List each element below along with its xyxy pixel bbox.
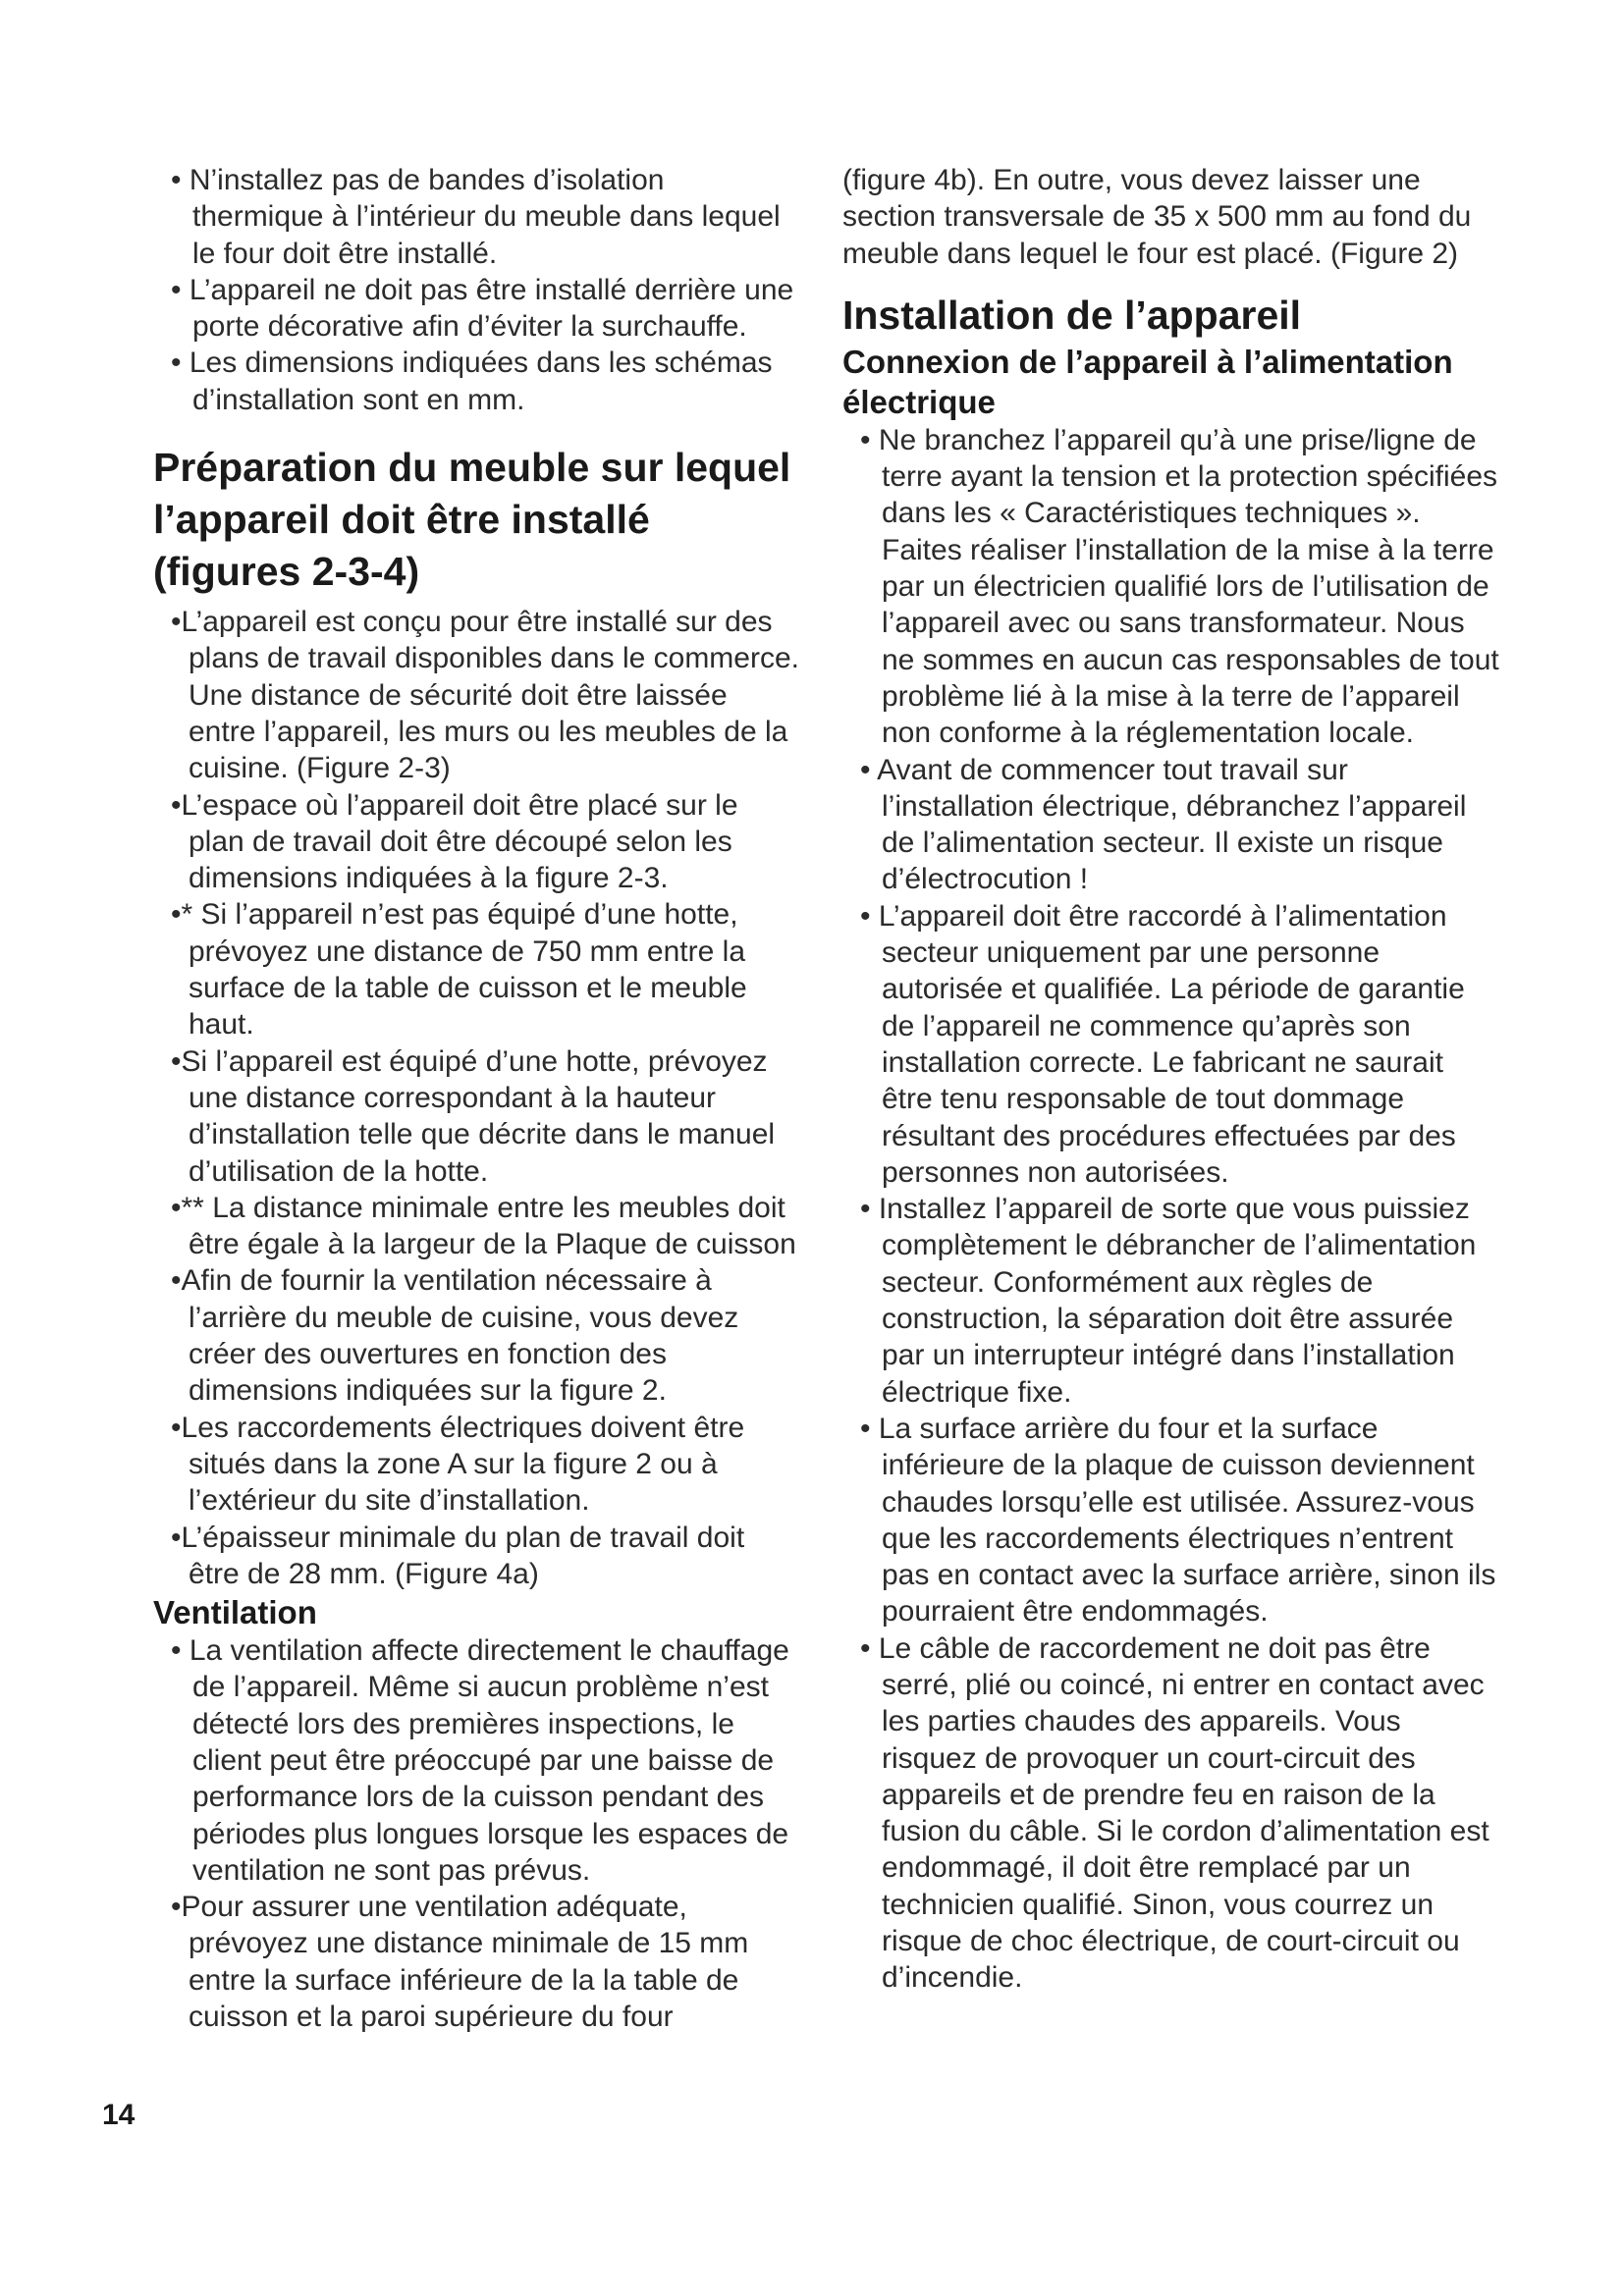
- intro-bullet: • Les dimensions indiquées dans les schémas d’installation sont en mm.: [171, 347, 773, 416]
- subsection-title-connexion: Connexion de l’appareil à l’alimentation électrique: [842, 343, 1453, 420]
- section-title-preparation: Préparation du meuble sur lequel l’appareil doit être installé (figures 2-3-4): [153, 445, 791, 595]
- connexion-bullet: • La surface arrière du four et la surface inférieure de la plaque de cuisson deviennent chaudes lorsqu’elle est utilisée. Assurez-vous que les raccordements électriques n’entrent pas en contact avec la surface arrière, sinon ils pourraient être endommagés.: [860, 1412, 1496, 1629]
- subsection-title-ventilation: Ventilation: [153, 1594, 317, 1631]
- page-number: 14: [102, 2099, 135, 2131]
- intro-bullet: • N’installez pas de bandes d’isolation thermique à l’intérieur du meuble dans lequel le four doit être installé.: [171, 164, 781, 270]
- connexion-bullet: • Installez l’appareil de sorte que vous puissiez complètement le débrancher de l’alimentation secteur. Conformément aux règles de construction, la séparation doit être assurée par un interrupteur intégré dans l’installation électrique fixe.: [860, 1193, 1477, 1409]
- connexion-bullet: • Avant de commencer tout travail sur l’installation électrique, débranchez l’appareil de l’alimentation secteur. Il existe un risque d’électrocution !: [860, 753, 1467, 896]
- section-bullet: •L’épaisseur minimale du plan de travail doit être de 28 mm. (Figure 4a): [171, 1521, 745, 1590]
- section-bullet: •* Si l’appareil n’est pas équipé d’une hotte, prévoyez une distance de 750 mm entre la surface de la table de cuisson et le meuble haut.: [171, 898, 747, 1041]
- ventilation-bullet: •Pour assurer une ventilation adéquate, prévoyez une distance minimale de 15 mm entre la surface inférieure de la la table de cuisson et la paroi supérieure du four: [171, 1891, 749, 2034]
- connexion-bullet: • Le câble de raccordement ne doit pas être serré, plié ou coincé, ni entrer en contact avec les parties chaudes des appareils. Vous risquez de provoquer un court-circuit des appareils et de prendre feu en raison de la fusion du câble. Si le cordon d’alimentation est endommagé, il doit être remplacé par un technicien qualifié. Sinon, vous courrez un risque de choc électrique, de court-circuit ou d’incendie.: [860, 1631, 1489, 1995]
- ventilation-bullet: • La ventilation affecte directement le chauffage de l’appareil. Même si aucun problème n’est détecté lors des premières inspections, le client peut être préoccupé par une baisse de performance lors de la cuisson pendant des périodes plus longues lorsque les espaces de ventilation ne sont pas prévus.: [171, 1634, 789, 1887]
- continuation-text: (figure 4b). En outre, vous devez laisser une section transversale de 35 x 500 mm au fond du meuble dans lequel le four est placé. (Figure 2): [842, 164, 1472, 270]
- section-title-installation: Installation de l’appareil: [842, 292, 1302, 338]
- intro-bullet: • L’appareil ne doit pas être installé derrière une porte décorative afin d’éviter la surchauffe.: [171, 273, 794, 344]
- right-column: [842, 162, 1500, 1997]
- left-column: [153, 162, 801, 2035]
- section-bullet: •L’appareil est conçu pour être installé sur des plans de travail disponibles dans le commerce. Une distance de sécurité doit être laissée entre l’appareil, les murs ou les meubles de la cuisine. (Figure 2-3): [171, 606, 799, 785]
- section-bullet: •L’espace où l’appareil doit être placé sur le plan de travail doit être découpé selon les dimensions indiquées à la figure 2-3.: [171, 788, 738, 895]
- connexion-bullet: • Ne branchez l’appareil qu’à une prise/ligne de terre ayant la tension et la protection spécifiées dans les « Caractéristiques techniques ». Faites réaliser l’installation de la mise à la terre par un électricien qualifié lors de l’utilisation de l’appareil avec ou sans transformateur. Nous ne sommes en aucun cas responsables de tout problème lié à la mise à la terre de l’appareil non conforme à la réglementation locale.: [860, 423, 1499, 750]
- section-bullet: •** La distance minimale entre les meubles doit être égale à la largeur de la Plaque de cuisson: [171, 1191, 796, 1261]
- connexion-bullet: • L’appareil doit être raccordé à l’alimentation secteur uniquement par une personne autorisée et qualifiée. La période de garantie de l’appareil ne commence qu’après son installation correcte. Le fabricant ne saurait être tenu responsable de tout dommage résultant des procédures effectuées par des personnes non autorisées.: [860, 899, 1465, 1189]
- section-bullet: •Les raccordements électriques doivent être situés dans la zone A sur la figure 2 ou à l’extérieur du site d’installation.: [171, 1411, 745, 1518]
- section-bullet: •Si l’appareil est équipé d’une hotte, prévoyez une distance correspondant à la hauteur d’installation telle que décrite dans le manuel d’utilisation de la hotte.: [171, 1044, 776, 1188]
- section-bullet: •Afin de fournir la ventilation nécessaire à l’arrière du meuble de cuisine, vous devez créer des ouvertures en fonction des dimensions indiquées sur la figure 2.: [171, 1264, 739, 1408]
